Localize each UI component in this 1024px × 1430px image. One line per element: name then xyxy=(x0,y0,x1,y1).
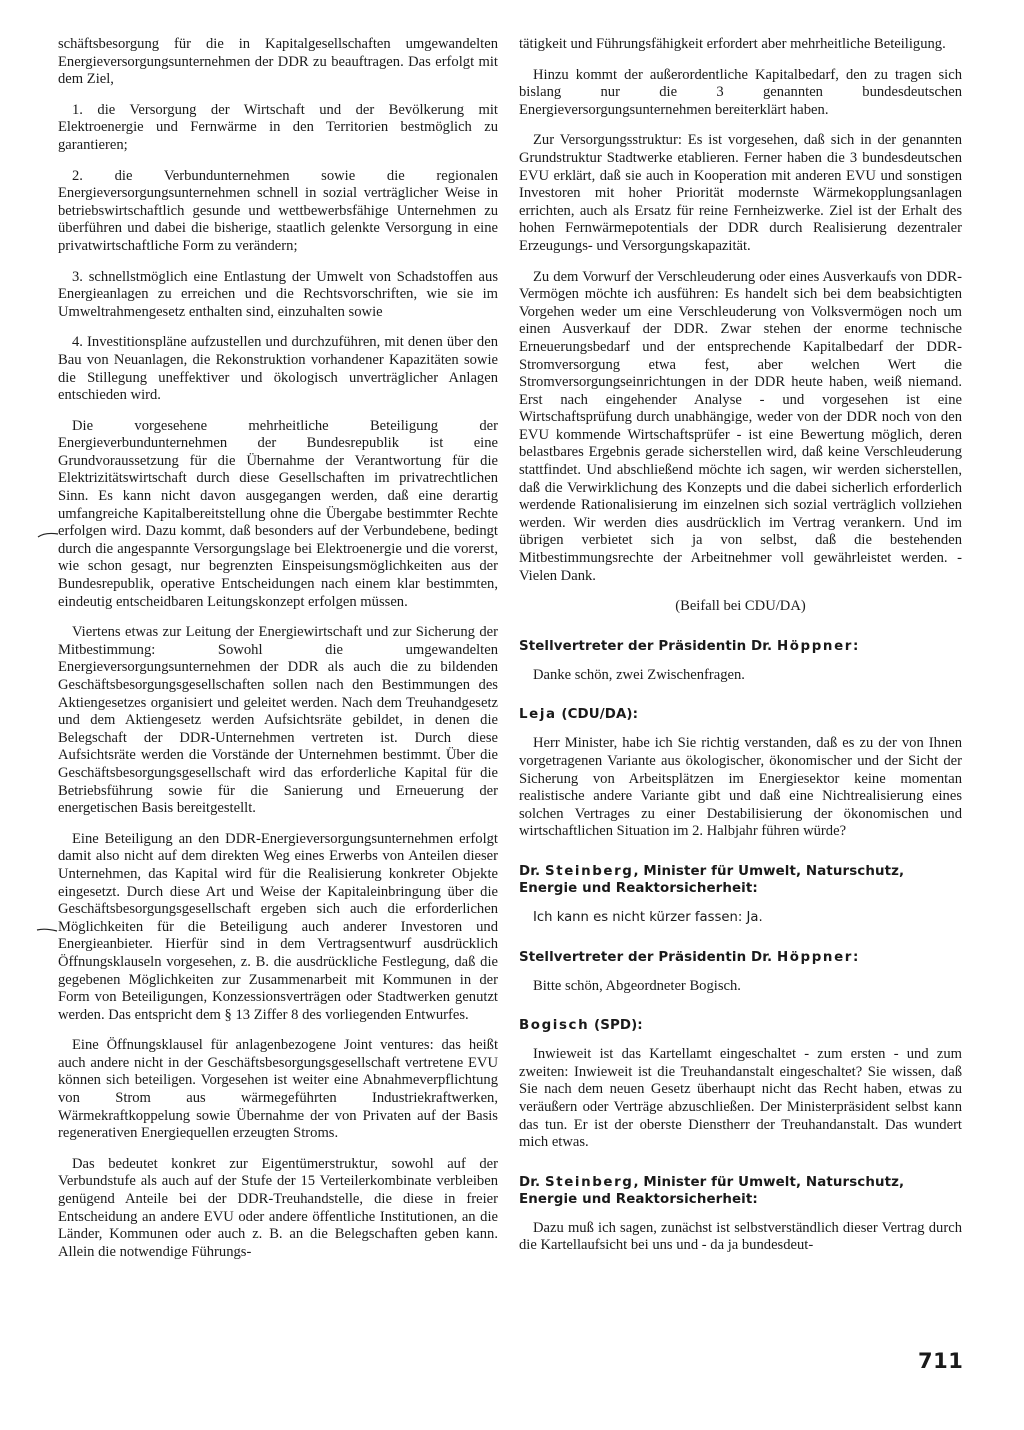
speech-text: Herr Minister, habe ich Sie richtig verstanden, daß es zu der von Ihnen vorgetragenen Variante aus ökologischer, ökonomischer und der Sicht der Sicherung von Arbeitsplätzen im Energiesektor keine momentan realistische andere Variante gibt und daß eine Nichtrealisierung eines solchen Vertrages zu einer Destabilisierung der ökonomischen und wirtschaftlichen Situation im 2. Halbjahr führen würde? xyxy=(519,735,962,840)
speaker-role: Dr. xyxy=(519,863,545,879)
speech-text: Bitte schön, Abgeordneter Bogisch. xyxy=(533,977,741,994)
page-number: 711 xyxy=(918,1349,964,1373)
speaker-suffix: , Minister für Umwelt, Naturschutz, Energie und Reaktorsicherheit: xyxy=(519,863,905,896)
right-column xyxy=(519,36,962,1268)
speaker-role: Stellvertreter der Präsidentin Dr. xyxy=(519,638,777,654)
speaker-heading xyxy=(519,949,962,966)
paragraph: tätigkeit und Führungsfähigkeit erfordert aber mehrheitliche Beteiligung. xyxy=(519,36,946,52)
speaker-heading xyxy=(519,706,962,723)
speaker-name: Bogisch xyxy=(519,1018,590,1034)
list-item: 2. die Verbundunternehmen sowie die regionalen Energieversorgungsunternehmen schnell in sozial verträglicher Weise in betriebswirtschaftlich gesunde und wettbewerbsfähige Unternehmen zu überführen und dabei die bisherige, staatlich gelenkte Versorgung in eine privatwirtschaftliche Form zu verändern; xyxy=(58,167,498,254)
paragraph: schäftsbesorgung für die in Kapitalgesellschaften umgewandelten Energieversorgungsunternehmen der DDR zu beauftragen. Das erfolgt mit dem Ziel, xyxy=(58,36,498,88)
list-item: 4. Investitionspläne aufzustellen und durchzuführen, mit denen über den Bau von Neuanlagen, die Rekonstruktion vorhandener Kapazitäten sowie die Stillegung uneffektiver und ökologisch unverträglicher Anlagen entschieden wird. xyxy=(58,334,498,404)
speaker-name: Höppner xyxy=(776,638,853,654)
speech-text: Danke schön, zwei Zwischenfragen. xyxy=(533,666,745,683)
applause-note: (Beifall bei CDU/DA) xyxy=(675,598,806,615)
paragraph: Das bedeutet konkret zur Eigentümerstruktur, sowohl auf der Verbundstufe als auch auf der Stufe der 15 Verteilerkombinate verbleiben genügend Anteile bei der DDR-Treuhandstelle, die diese in freier Entscheidung an andere EVU oder andere öffentliche Institutionen, an die Länder, Kommunen oder auch z. B. an die Belegschaften geben kann. Allein die notwendige Führungs- xyxy=(58,1155,498,1260)
paragraph: Eine Beteiligung an den DDR-Energieversorgungsunternehmen erfolgt damit also nicht auf dem direkten Weg eines Erwerbs von Anteilen dieser Unternehmen, das Kapital wird für die Realisierung konkreter Objekte eingesetzt. Durch diese Art und Weise der Kapitaleinbringung über die Geschäftsbesorgungsgesellschaft ergeben sich auch die erforderlichen Möglichkeiten für die Beteiligung auch anderer Investoren und Energieanbieter. Hierfür sind in dem Vertragsentwurf ausdrücklich Öffnungsklauseln vorgesehen, z. B. die ausdrückliche Festlegung, daß die gegebenen Möglichkeiten zur Zusammenarbeit mit Kommunen in der Form von Beteiligungen, Konzessionsverträgen oder Stadtwerken genutzt werden. Das entspricht dem § 13 Ziffer 8 des vorliegenden Entwurfes. xyxy=(58,830,498,1023)
speaker-suffix: (SPD): xyxy=(589,1018,643,1034)
speaker-name: Steinberg xyxy=(544,1174,634,1190)
paragraph: Zu dem Vorwurf der Verschleuderung oder eines Ausverkaufs von DDR-Vermögen möchte ich ausführen: Es handelt sich bei dem beabsichtigten Vorgehen weder um eine Verschleuderung von Volksvermögen noch um einen Ausverkauf der DDR. Zwar stehen der enorme technische Erneuerungsbedarf und der entsprechende Kapitalbedarf der DDR-Stromversorgung etwa fest, aber welchen Wert die Stromversorgungseinrichtungen in der DDR heute haben, weiß niemand. Erst nach eingehender Analyse - und vorgesehen ist eine Wirtschaftsprüfung durch unabhängige, weder von der DDR noch von den EVU kommende Wirtschaftsprüfer - ist eine Bewertung möglich, deren belastbares Ergebnis gerade sicherstellen wird, daß keine Verschleuderung stattfindet. Und abschließend möchte ich sagen, wir werden sicherstellen, daß die Verwirklichung des Konzepts und die dabei sicherlich erforderlich werdende Rationalisierung im einzelnen sich sozial verträglich vollziehen werden. Wir werden dies ausdrücklich im Vertrag verankern. Und im übrigen verbietet sich ja von selbst, daß die bestehenden Mitbestimmungsrechte der Arbeitnehmer voll gewährleistet werden. - Vielen Dank. xyxy=(519,268,962,584)
paragraph: Viertens etwas zur Leitung der Energiewirtschaft und zur Sicherung der Mitbestimmung: Sowohl die umgewandelten Energieversorgungsunternehmen der DDR als auch die zu bildenden Geschäftsbesorgungsgesellschaften sollen nach den Bestimmungen des Aktiengesetzes organisiert und geleitet werden. Nach dem Treuhandgesetz und dem Aktiengesetz werden Aufsichtsräte gebildet, in denen die Belegschaft der DDR-Unternehmen vertreten ist. Durch diese Aufsichtsräte werden die Vorstände der Unternehmen bestimmt. Über die Geschäftsbesorgungsgesellschaft wird das erforderliche Kapital für die Betriebsführung sowie für die Sanierung und Erneuerung der energetischen Basis bereitgestellt. xyxy=(58,624,498,817)
speaker-suffix: : xyxy=(852,949,859,965)
paragraph: Die vorgesehene mehrheitliche Beteiligung der Energieverbundunternehmen der Bundesrepublik ist eine Grundvoraussetzung für die Übernahme der Verantwortung für die Elektrizitätswirtschaft durch diese Gesellschaften im privatrechtlichen Sinn. Es kann nicht davon ausgegangen werden, daß eine derartig umfangreiche Kapitalbereitstellung ohne die Übergabe bestimmter Rechte erfolgen wird. Dazu kommt, daß besonders auf der Verbundebene, bedingt durch die angespannte Versorgungslage bei Elektroenergie und die vorerst, wie schon gesagt, nur begrenzten Einspeisungsmöglichkeiten aus der Bundesrepublik, operative Entscheidungen nach einem klar bestimmten, eindeutig entscheidbaren Leitungskonzept erfolgen müssen. xyxy=(58,417,498,610)
list-item: 3. schnellstmöglich eine Entlastung der Umwelt von Schadstoffen aus Energieanlagen zu erreichen und die Rechtsvorschriften, wie sie im Umweltrahmengesetz enthalten sind, einzuhalten sowie xyxy=(58,268,498,320)
speech-text: Inwieweit ist das Kartellamt eingeschaltet - zum ersten - und zum zweiten: Inwieweit ist die Treuhandanstalt eingeschaltet? Sie wissen, daß Sie nach dem neuen Gesetz überhaupt nicht das Recht haben, etwas zu veräußern oder Verträge abzuschließen. Der Ministerpräsident selbst kann das tun. Er ist der oberste Dienstherr der Treuhandanstalt. Das wundert mich etwas. xyxy=(519,1046,962,1151)
margin-mark-icon xyxy=(37,530,59,540)
speaker-role: Stellvertreter der Präsidentin Dr. xyxy=(519,949,777,965)
margin-mark-icon xyxy=(36,925,58,935)
speaker-heading xyxy=(519,863,962,897)
speaker-suffix: (CDU/DA): xyxy=(556,707,639,723)
speaker-suffix: : xyxy=(852,638,859,654)
paragraph: Hinzu kommt der außerordentliche Kapitalbedarf, den zu tragen sich bislang nur die 3 genannten bundesdeutschen Energieversorgungsunternehmen bereiterklärt haben. xyxy=(519,66,962,118)
speaker-suffix: , Minister für Umwelt, Naturschutz, Energie und Reaktorsicherheit: xyxy=(519,1174,905,1207)
speaker-name: Steinberg xyxy=(544,863,634,879)
paragraph: Zur Versorgungsstruktur: Es ist vorgesehen, daß sich in der genannten Grundstruktur Stadtwerke etablieren. Ferner haben die 3 bundesdeutschen EVU erklärt, daß sie auch in Kooperation mit anderen EVU und sonstigen Investoren mit hoher Priorität modernste Wärmekopplungsanlagen errichten, auch als Ersatz für reine Fernheizwerke. Ziel ist der Erhalt des hohen Fernwärmepotentials der DDR durch Realisierung dezentraler Erzeugungs- und Versorgungskapazität. xyxy=(519,132,962,254)
speech-text: Ich kann es nicht kürzer fassen: Ja. xyxy=(533,909,763,925)
speaker-heading xyxy=(519,1017,962,1034)
left-column xyxy=(58,36,498,1274)
speaker-heading xyxy=(519,638,962,655)
speaker-name: Höppner xyxy=(776,949,853,965)
paragraph: Eine Öffnungsklausel für anlagenbezogene Joint ventures: das heißt auch andere nicht in der Geschäftsbesorgungsgesellschaft vertretene EVU können sich beteiligen. Vorgesehen ist weiter eine Abnahmeverpflichtung von Strom aus wärmegeführten Industriekraftwerken, Wärmekraftkoppelung sowie Übernahme der von Privaten auf der Basis regenerativen Energiequellen erzeugten Stroms. xyxy=(58,1037,498,1142)
speaker-role: Dr. xyxy=(519,1174,545,1190)
speaker-heading xyxy=(519,1174,962,1208)
list-item: 1. die Versorgung der Wirtschaft und der Bevölkerung mit Elektroenergie und Fernwärme in den Territorien bestmöglich zu garantieren; xyxy=(58,101,498,153)
speech-text: Dazu muß ich sagen, zunächst ist selbstverständlich dieser Vertrag durch die Kartellaufsicht bei uns und - da ja bundesdeut- xyxy=(519,1219,962,1254)
speaker-name: Leja xyxy=(519,707,557,723)
